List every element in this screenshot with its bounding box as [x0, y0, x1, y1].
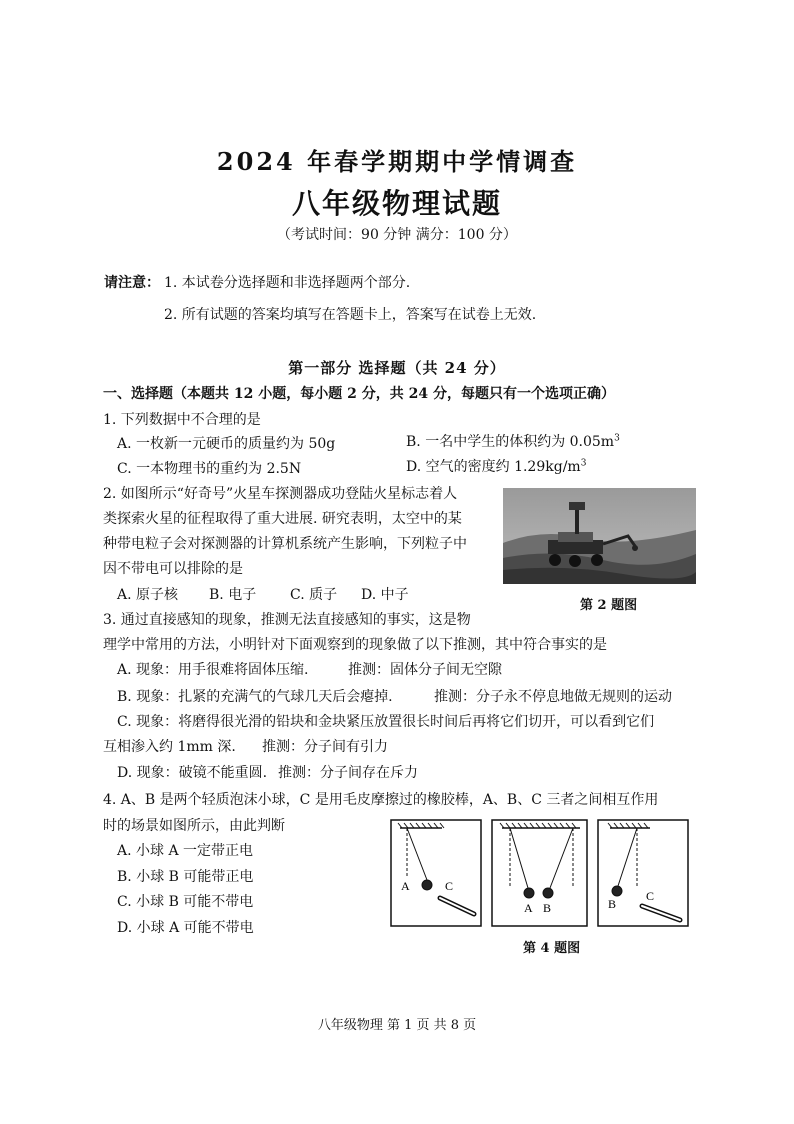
q4-fig-label-a2: A	[524, 901, 533, 915]
q3-option-c-inference: 推测：分子间有引力	[262, 739, 388, 755]
q4-figure-panel-3	[598, 820, 688, 926]
q4-figure-panel-1	[391, 820, 481, 926]
q1-option-c: C. 一本物理书的重约为 2.5N	[117, 461, 302, 477]
section-title: 第一部分 选择题（共 24 分）	[288, 359, 506, 377]
exam-subject-title: 八年级物理试题	[291, 187, 502, 220]
q3-option-b-observation: B. 现象：扎紧的充满气的气球几天后会瘪掉.	[117, 689, 393, 705]
q4-fig-label-c: C	[445, 879, 454, 893]
mars-rover-photo	[503, 488, 696, 584]
q3-line-2: 理学中常用的方法，小明针对下面观察到的现象做了以下推测，其中符合事实的是	[103, 637, 607, 653]
q4-figure	[390, 818, 696, 928]
q4-fig-label-a: A	[401, 879, 410, 893]
exam-info: （考试时间：90 分钟 满分：100 分）	[277, 227, 517, 243]
q2-option-c: C. 质子	[290, 587, 338, 603]
q3-option-c-observation-cont: 互相渗入约 1mm 深.	[103, 739, 236, 755]
q4-figure-panel-2	[492, 820, 587, 926]
q2-line-1: 2. 如图所示“好奇号”火星车探测器成功登陆火星标志着人	[103, 486, 458, 502]
q3-line-1: 3. 通过直接感知的现象，推测无法直接感知的事实，这是物	[103, 612, 471, 628]
q1-option-d: D. 空气的密度约 $1.29kg/m^3$	[406, 458, 587, 475]
exam-title: 2024 年春学期期中学情调查	[216, 147, 578, 176]
q2-line-2: 类探索火星的征程取得了重大进展. 研究表明，太空中的某	[103, 511, 462, 527]
q3-option-a-observation: A. 现象：用手很难将固体压缩.	[117, 662, 309, 678]
q4-option-b: B. 小球 B 可能带正电	[117, 869, 254, 885]
q4-figure-caption: 第 4 题图	[523, 941, 581, 956]
q3-option-c-observation: C. 现象：将磨得很光滑的铅块和金块紧压放置很长时间后再将它们切开，可以看到它们	[117, 714, 655, 730]
q2-option-d: D. 中子	[361, 587, 409, 603]
q4-line-1: 4. A、B 是两个轻质泡沫小球，C 是用毛皮摩擦过的橡胶棒，A、B、C 三者之间相互作用	[103, 792, 659, 808]
q3-option-b-inference: 推测：分子永不停息地做无规则的运动	[434, 689, 672, 705]
q4-fig-label-c3: C	[646, 889, 655, 903]
notice-item-2: 2. 所有试题的答案均填写在答题卡上，答案写在试卷上无效.	[164, 307, 537, 323]
q4-fig-label-b2: B	[543, 901, 552, 915]
page-footer: 八年级物理 第 1 页 共 8 页	[317, 1018, 477, 1033]
notice-label: 请注意：	[104, 275, 160, 291]
notice-item-1: 1. 本试卷分选择题和非选择题两个部分.	[164, 275, 411, 291]
q4-line-2: 时的场景如图所示，由此判断	[103, 818, 285, 834]
q2-line-4: 因不带电可以排除的是	[103, 561, 243, 577]
q4-option-d: D. 小球 A 可能不带电	[117, 920, 254, 936]
q1-option-a: A. 一枚新一元硬币的质量约为 50g	[117, 436, 336, 452]
q3-option-d-inference: 推测：分子间存在斥力	[278, 765, 418, 781]
q2-option-b: B. 电子	[209, 587, 257, 603]
q1-stem: 1. 下列数据中不合理的是	[103, 412, 261, 428]
q4-option-c: C. 小球 B 可能不带电	[117, 894, 254, 910]
q2-line-3: 种带电粒子会对探测器的计算机系统产生影响，下列粒子中	[103, 536, 467, 552]
group-title: 一、选择题（本题共 12 小题，每小题 2 分，共 24 分，每题只有一个选项正确）	[103, 386, 615, 402]
q2-figure-caption: 第 2 题图	[580, 598, 638, 613]
q2-option-a: A. 原子核	[117, 587, 179, 603]
q3-option-d-observation: D. 现象：破镜不能重圆.	[117, 765, 268, 781]
q3-option-a-inference: 推测：固体分子间无空隙	[348, 662, 502, 678]
q4-option-a: A. 小球 A 一定带正电	[117, 843, 254, 859]
q1-option-b: B. 一名中学生的体积约为 $0.05m^3$	[406, 433, 620, 450]
q4-fig-label-b3: B	[608, 897, 617, 911]
